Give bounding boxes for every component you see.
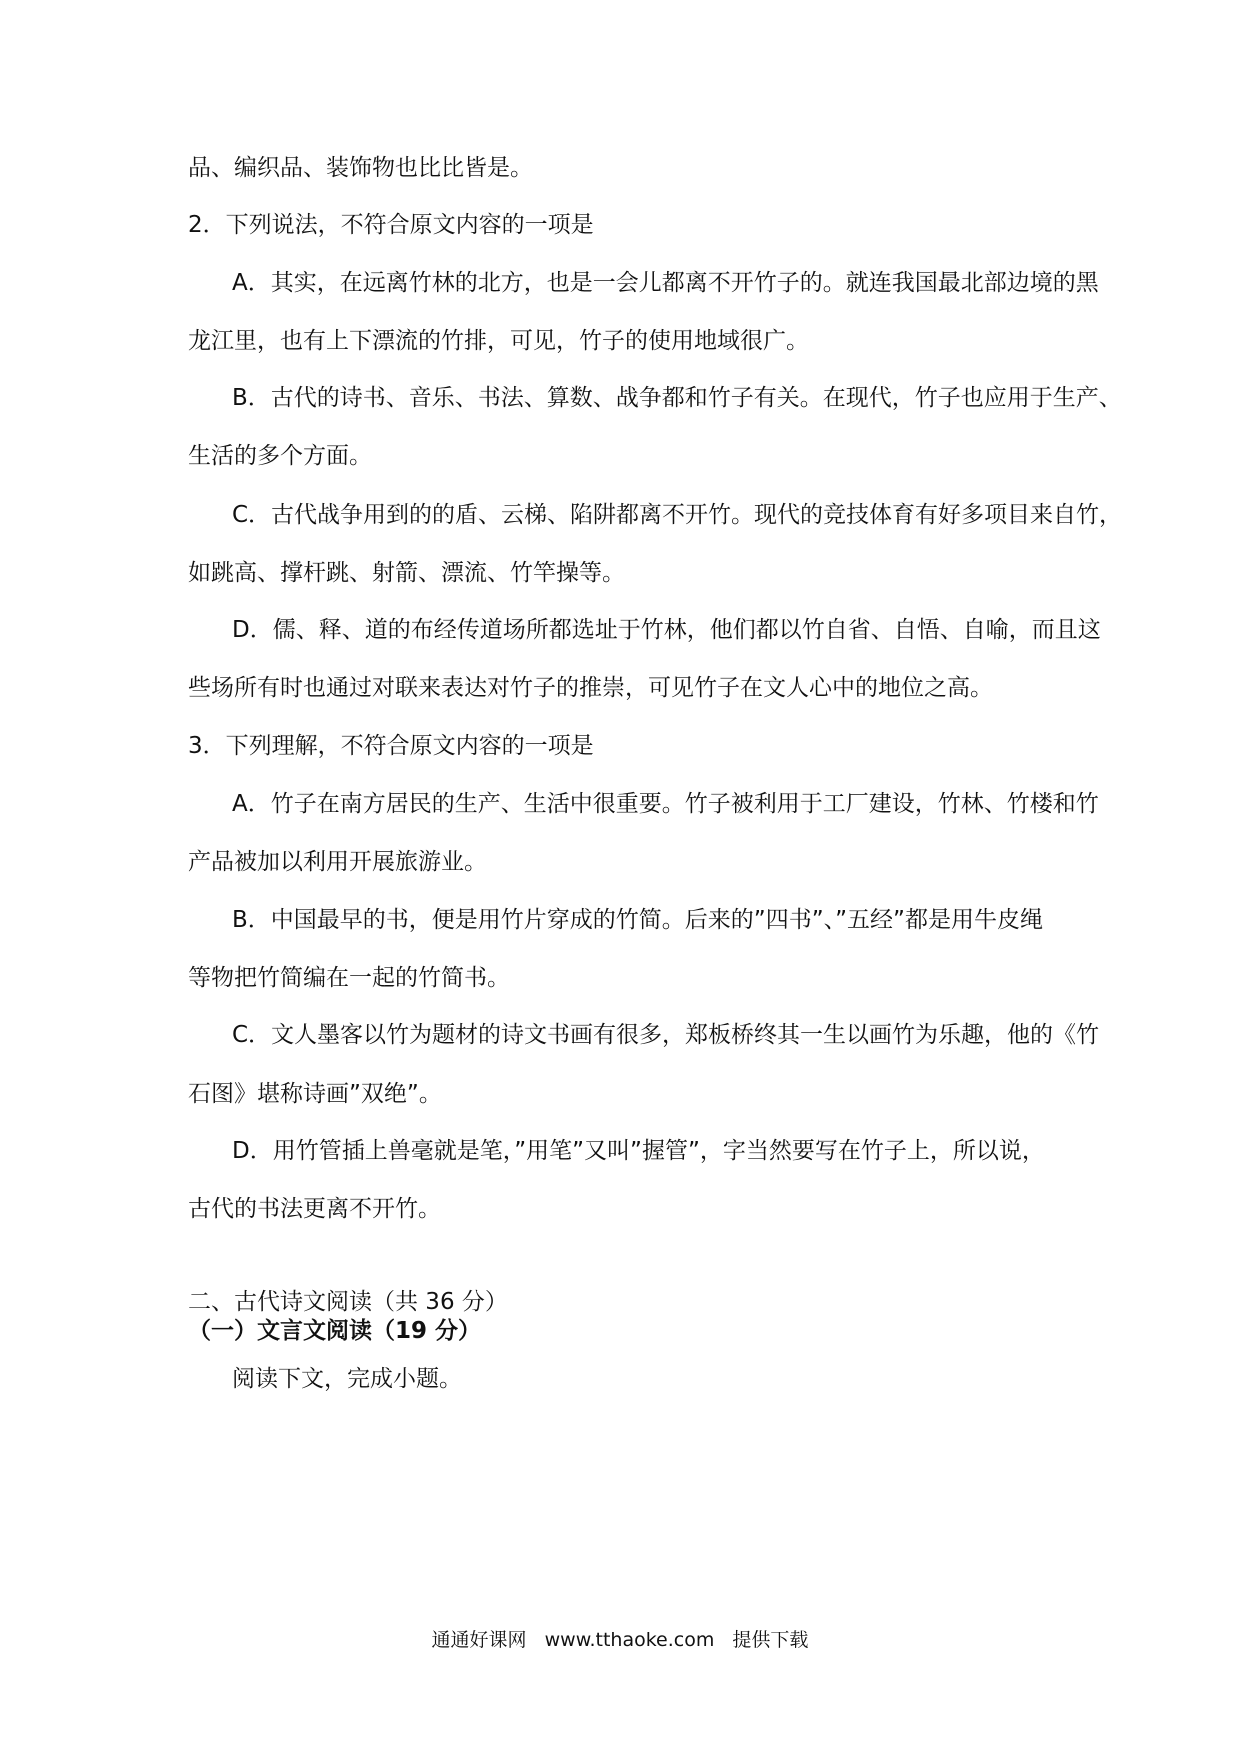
footer-download-text: 提供下载 xyxy=(732,1629,809,1651)
footer-site-name: 通通好课网 xyxy=(431,1629,527,1651)
subsection-heading: （一）文言文阅读（19 分） xyxy=(188,1318,482,1344)
question-2-stem: 2．下列说法，不符合原文内容的一项是 xyxy=(188,212,594,238)
question-3-option-d: D．用竹管插上兽毫就是笔，”用笔”又叫”握管”，字当然要写在竹子上，所以说， xyxy=(232,1138,1045,1164)
question-3-option-b: B．中国最早的书，便是用竹片穿成的竹简。后来的”四书”、”五经”都是用牛皮绳 xyxy=(232,907,1043,933)
question-2-option-c-cont: 如跳高、撑杆跳、射箭、漂流、竹竿操等。 xyxy=(188,560,625,586)
footer-url-link[interactable]: www.tthaoke.com xyxy=(544,1629,715,1651)
question-3-option-a-cont: 产品被加以利用开展旅游业。 xyxy=(188,849,487,875)
question-2-option-b-cont: 生活的多个方面。 xyxy=(188,443,372,469)
question-2-option-a-cont: 龙江里，也有上下漂流的竹排，可见，竹子的使用地域很广。 xyxy=(188,328,809,354)
reading-instruction: 阅读下文，完成小题。 xyxy=(232,1366,462,1392)
question-3-option-c: C．文人墨客以竹为题材的诗文书画有很多，郑板桥终其一生以画竹为乐趣，他的《竹 xyxy=(232,1022,1100,1048)
question-3-option-c-cont: 石图》堪称诗画”双绝”。 xyxy=(188,1081,442,1107)
question-3-option-a: A．竹子在南方居民的生产、生活中很重要。竹子被利用于工厂建设，竹林、竹楼和竹 xyxy=(232,791,1099,817)
question-2-option-d-cont: 些场所有时也通过对联来表达对竹子的推崇，可见竹子在文人心中的地位之高。 xyxy=(188,675,993,701)
question-2-option-d: D．儒、释、道的布经传道场所都选址于竹林，他们都以竹自省、自悟、自喻，而且这 xyxy=(232,617,1101,643)
page-footer xyxy=(0,1627,1240,1653)
question-3-stem: 3．下列理解，不符合原文内容的一项是 xyxy=(188,733,594,759)
question-3-option-d-cont: 古代的书法更离不开竹。 xyxy=(188,1196,441,1222)
question-2-option-c: C．古代战争用到的的盾、云梯、陷阱都离不开竹。现代的竞技体育有好多项目来自竹， xyxy=(232,502,1123,528)
paragraph-line: 品、编织品、装饰物也比比皆是。 xyxy=(188,155,533,181)
question-2-option-a: A．其实，在远离竹林的北方，也是一会儿都离不开竹子的。就连我国最北部边境的黑 xyxy=(232,270,1099,296)
question-3-option-b-cont: 等物把竹简编在一起的竹简书。 xyxy=(188,965,510,991)
question-2-option-b: B．古代的诗书、音乐、书法、算数、战争都和竹子有关。在现代，竹子也应用于生产、 xyxy=(232,385,1122,411)
section-heading: 二、古代诗文阅读（共 36 分） xyxy=(188,1289,508,1315)
